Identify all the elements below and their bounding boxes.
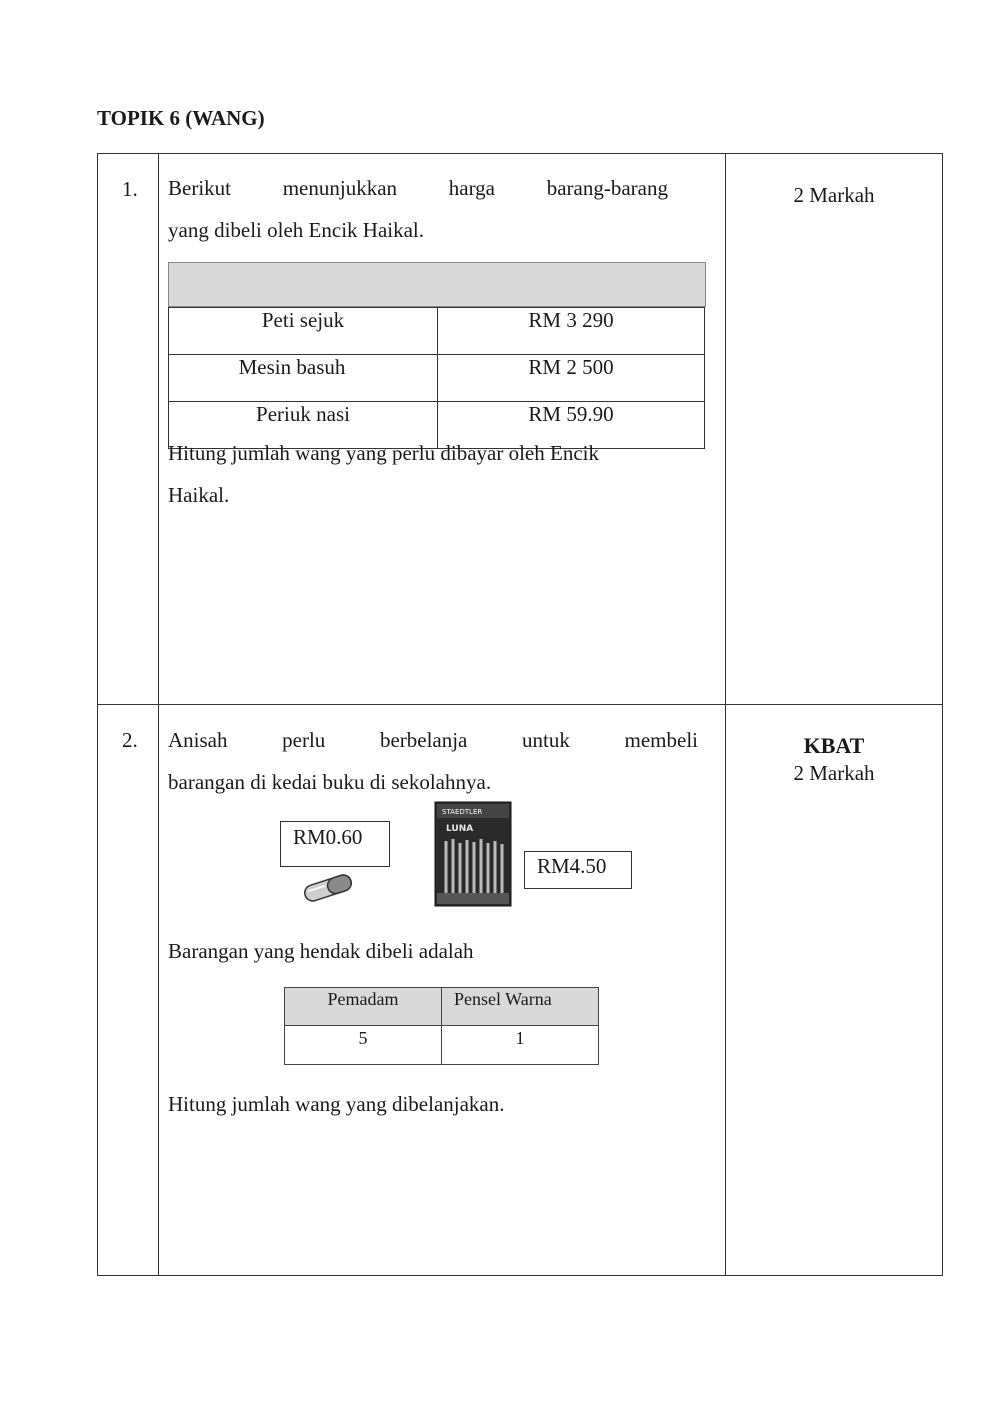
pencil-quantity: 1	[442, 1026, 599, 1065]
table-header-pencil: Pensel Warna	[442, 988, 599, 1026]
eraser-quantity: 5	[285, 1026, 442, 1065]
question-text: Haikal.	[168, 483, 230, 507]
question-1-row	[97, 153, 943, 705]
marks-label: 2 Markah	[793, 761, 875, 785]
question-number: 1.	[122, 177, 138, 201]
question-intro-line: barangan di kedai buku di sekolahnya.	[168, 770, 492, 794]
eraser-price-tag: RM0.60	[280, 821, 390, 867]
item-name: Mesin basuh	[169, 355, 438, 402]
item-price: RM 2 500	[438, 355, 705, 402]
colour-pencil-box-icon	[434, 801, 512, 907]
item-name: Periuk nasi	[169, 402, 438, 449]
price-table-header	[168, 262, 706, 307]
item-price: RM 59.90	[438, 402, 705, 449]
price-table	[168, 307, 705, 449]
table-row	[169, 355, 705, 402]
question-intro-line: Berikut menunjukkan harga barang-barang	[168, 176, 668, 200]
column-divider	[158, 705, 159, 1275]
question-2-row	[97, 704, 943, 1276]
table-row	[285, 988, 599, 1026]
question-text: Barangan yang hendak dibeli adalah	[168, 939, 474, 963]
pencil-box-brand: STAEDTLER	[442, 808, 483, 816]
column-divider	[725, 154, 726, 704]
question-number: 2.	[122, 728, 138, 752]
column-divider	[725, 705, 726, 1275]
pencil-box-product: LUNA	[446, 824, 474, 834]
column-divider	[158, 154, 159, 704]
table-row	[169, 308, 705, 355]
item-name: Peti sejuk	[169, 308, 438, 355]
table-row	[285, 1026, 599, 1065]
question-intro-line: Anisah perlu berbelanja untuk membeli	[168, 728, 698, 752]
question-intro-line: yang dibeli oleh Encik Haikal.	[168, 218, 425, 242]
item-price: RM 3 290	[438, 308, 705, 355]
pencil-price-tag: RM4.50	[524, 851, 632, 889]
question-text: Hitung jumlah wang yang dibelanjakan.	[168, 1092, 505, 1116]
purchase-table	[284, 987, 599, 1065]
marks-label: 2 Markah	[793, 183, 875, 207]
eraser-icon	[298, 870, 358, 906]
kbat-label: KBAT	[803, 733, 865, 758]
page-title: TOPIK 6 (WANG)	[97, 106, 265, 130]
table-header-eraser: Pemadam	[285, 988, 442, 1026]
question-text: Hitung jumlah wang yang perlu dibayar oleh Encik	[168, 441, 599, 465]
